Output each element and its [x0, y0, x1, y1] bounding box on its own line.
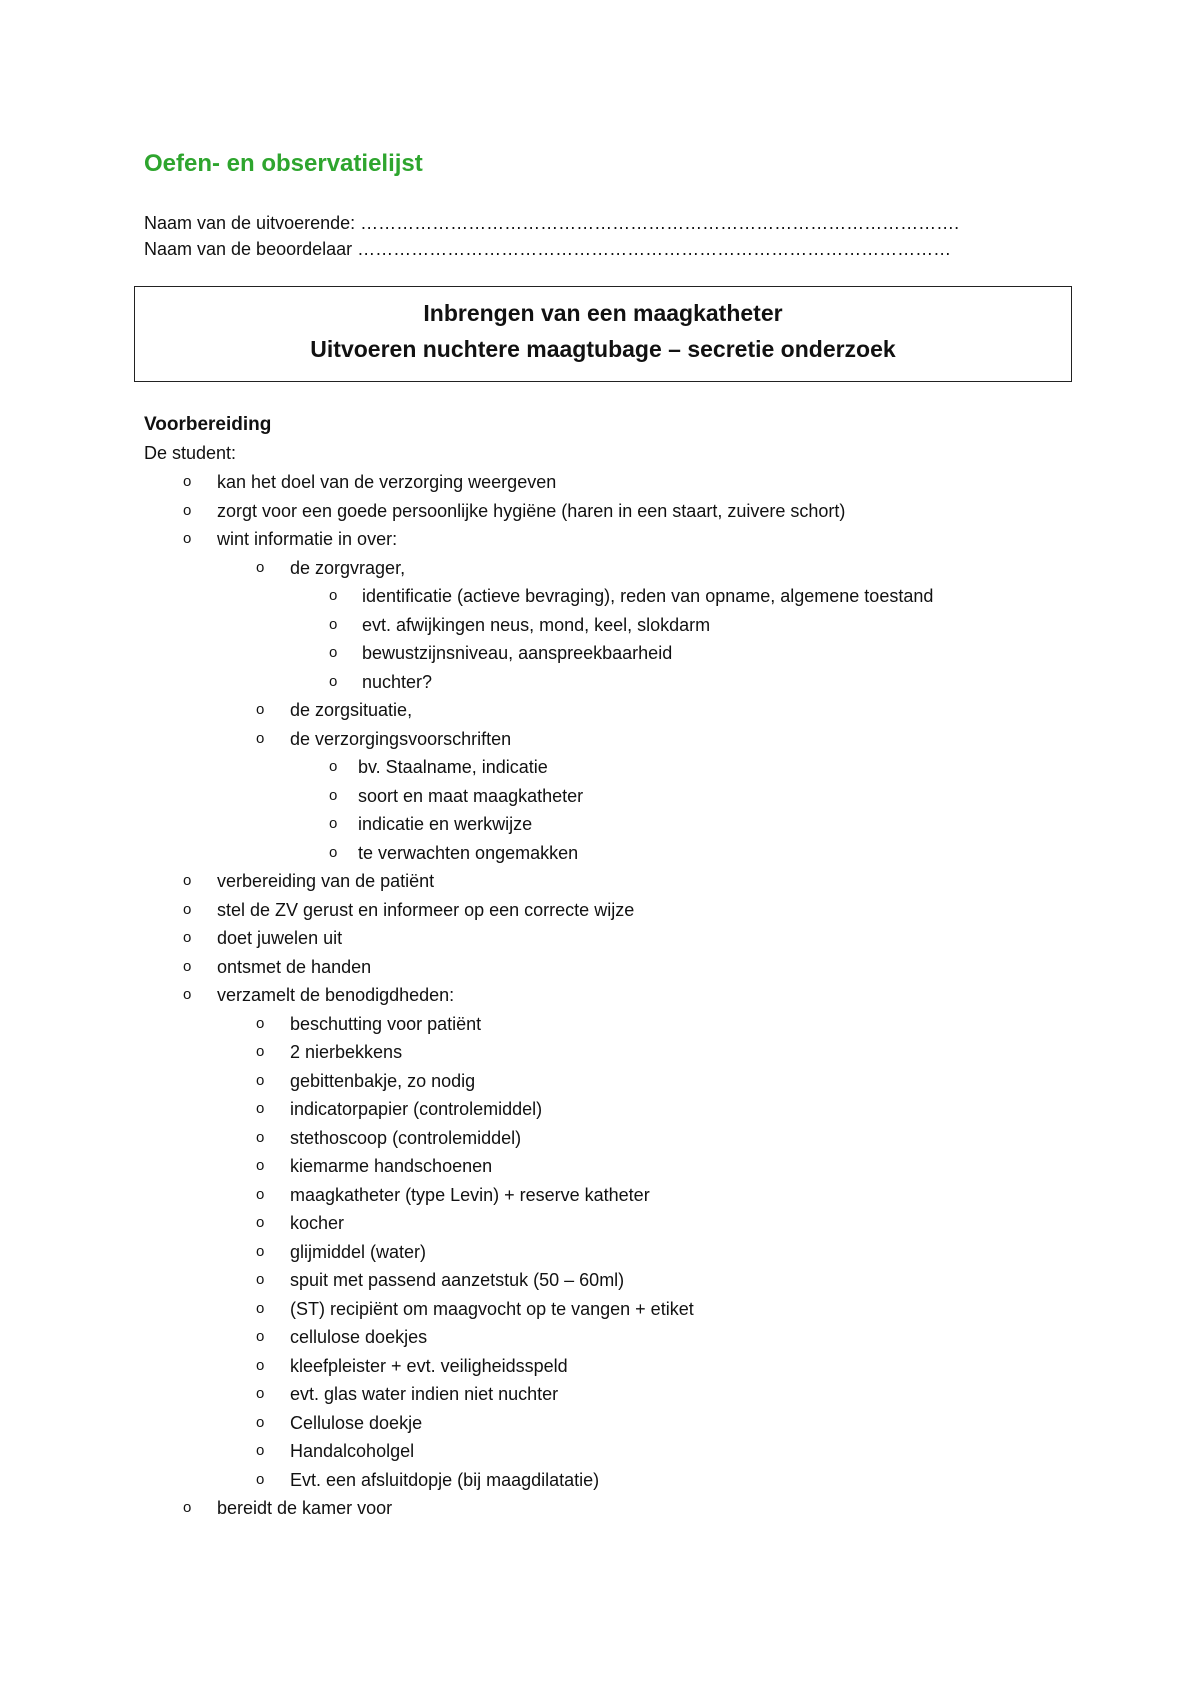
list-item-text: gebittenbakje, zo nodig [290, 1070, 476, 1091]
name-fields [144, 210, 959, 262]
bullet-circle-icon: o [256, 701, 265, 718]
list-item-text: indicatie en werkwijze [358, 814, 533, 834]
list-item-text: Handalcoholgel [290, 1441, 415, 1461]
bullet-circle-icon: o [329, 672, 338, 690]
list-item-text: nuchter? [362, 671, 433, 692]
list-item-text: kan het doel van de verzorging weergeven [217, 472, 557, 492]
list-item-text: kleefpleister + evt. veiligheidsspeld [290, 1355, 568, 1376]
bullet-circle-icon: o [183, 900, 192, 918]
bullet-circle-icon: o [183, 986, 192, 1003]
document-title: Oefen- en observatielijst [144, 150, 423, 177]
bullet-circle-icon: o [256, 729, 265, 747]
bullet-circle-icon: o [256, 1470, 265, 1488]
bullet-circle-icon: o [183, 501, 192, 519]
bullet-circle-icon: o [183, 530, 192, 547]
student-label: De student: [144, 443, 237, 463]
bullet-circle-icon: o [183, 473, 192, 490]
bullet-circle-icon: o [329, 786, 338, 804]
list-item-text: de zorgvrager, [290, 557, 406, 578]
list-item-text: doet juwelen uit [217, 928, 343, 948]
list-item-text: de verzorgingsvoorschriften [290, 728, 512, 749]
procedure-title-line-1: Inbrengen van een maagkatheter [423, 300, 783, 326]
list-item-text: evt. glas water indien niet nuchter [290, 1384, 559, 1404]
list-item-text: spuit met passend aanzetstuk (50 – 60ml) [290, 1270, 625, 1290]
list-item-text: ontsmet de handen [217, 956, 372, 977]
bullet-circle-icon: o [183, 957, 192, 975]
bullet-circle-icon: o [183, 1499, 192, 1516]
bullet-circle-icon: o [256, 1128, 265, 1146]
list-item-text: 2 nierbekkens [290, 1042, 403, 1062]
bullet-circle-icon: o [329, 815, 338, 832]
list-item-text: identificatie (actieve bevraging), reden van opname, algemene toestand [362, 586, 934, 606]
bullet-circle-icon: o [256, 1242, 265, 1260]
bullet-circle-icon: o [256, 1442, 265, 1459]
bullet-circle-icon: o [256, 1299, 265, 1317]
procedure-title-box [134, 286, 1072, 382]
list-item-text: kiemarme handschoenen [290, 1156, 493, 1176]
list-item-text: maagkatheter (type Levin) + reserve katheter [290, 1184, 650, 1205]
bullet-circle-icon: o [256, 1328, 265, 1345]
bullet-circle-icon: o [256, 1413, 265, 1431]
bullet-circle-icon: o [256, 1157, 265, 1174]
list-item-text: de zorgsituatie, [290, 700, 413, 720]
list-item-text: zorgt voor een goede persoonlijke hygiëne (haren in een staart, zuivere schort) [217, 500, 846, 521]
bullet-circle-icon: o [256, 1385, 265, 1402]
bullet-circle-icon: o [183, 929, 192, 946]
list-item-text: bewustzijnsniveau, aanspreekbaarheid [362, 643, 673, 663]
bullet-circle-icon: o [256, 1014, 265, 1032]
list-item-text: evt. afwijkingen neus, mond, keel, slokdarm [362, 614, 711, 635]
bullet-circle-icon: o [256, 1214, 265, 1231]
bullet-circle-icon: o [256, 1271, 265, 1288]
list-item-text: wint informatie in over: [217, 529, 398, 549]
list-item-text: glijmiddel (water) [290, 1241, 427, 1262]
bullet-circle-icon: o [256, 1356, 265, 1374]
bullet-circle-icon: o [329, 843, 338, 861]
bullet-circle-icon: o [256, 1071, 265, 1089]
list-item-text: cellulose doekjes [290, 1327, 428, 1347]
list-item-text: bereidt de kamer voor [217, 1498, 393, 1518]
bullet-circle-icon: o [256, 1043, 265, 1060]
list-item-text: indicatorpapier (controlemiddel) [290, 1099, 543, 1119]
section-title: Voorbereiding [144, 414, 272, 435]
procedure-title-line-2: Uitvoeren nuchtere maagtubage – secretie onderzoek [310, 336, 896, 362]
bullet-circle-icon: o [329, 615, 338, 633]
list-item-text: stel de ZV gerust en informeer op een correcte wijze [217, 899, 635, 920]
list-item-text: stethoscoop (controlemiddel) [290, 1127, 522, 1148]
bullet-circle-icon: o [256, 1100, 265, 1117]
bullet-circle-icon: o [329, 587, 338, 604]
list-item-text: bv. Staalname, indicatie [358, 757, 548, 777]
list-item-text: soort en maat maagkatheter [358, 785, 584, 806]
list-item-text: beschutting voor patiënt [290, 1013, 482, 1034]
bullet-circle-icon: o [329, 644, 338, 661]
bullet-circle-icon: o [183, 872, 192, 889]
list-item-text: Evt. een afsluitdopje (bij maagdilatatie) [290, 1469, 600, 1490]
list-item-text: kocher [290, 1213, 345, 1233]
list-item-text: verbereiding van de patiënt [217, 871, 435, 891]
assessor-name-line: Naam van de beoordelaar ……………………………………………………………………………………… [144, 239, 952, 259]
bullet-circle-icon: o [256, 1185, 265, 1203]
performer-name-line: Naam van de uitvoerende: ………………………………………………………………………………………. [144, 213, 960, 233]
bullet-circle-icon: o [329, 758, 338, 775]
list-item-text: (ST) recipiënt om maagvocht op te vangen + etiket [290, 1298, 694, 1319]
list-item-text: Cellulose doekje [290, 1412, 423, 1433]
bullet-circle-icon: o [256, 558, 265, 576]
list-item-text: verzamelt de benodigdheden: [217, 985, 455, 1005]
list-item-text: te verwachten ongemakken [358, 842, 579, 863]
